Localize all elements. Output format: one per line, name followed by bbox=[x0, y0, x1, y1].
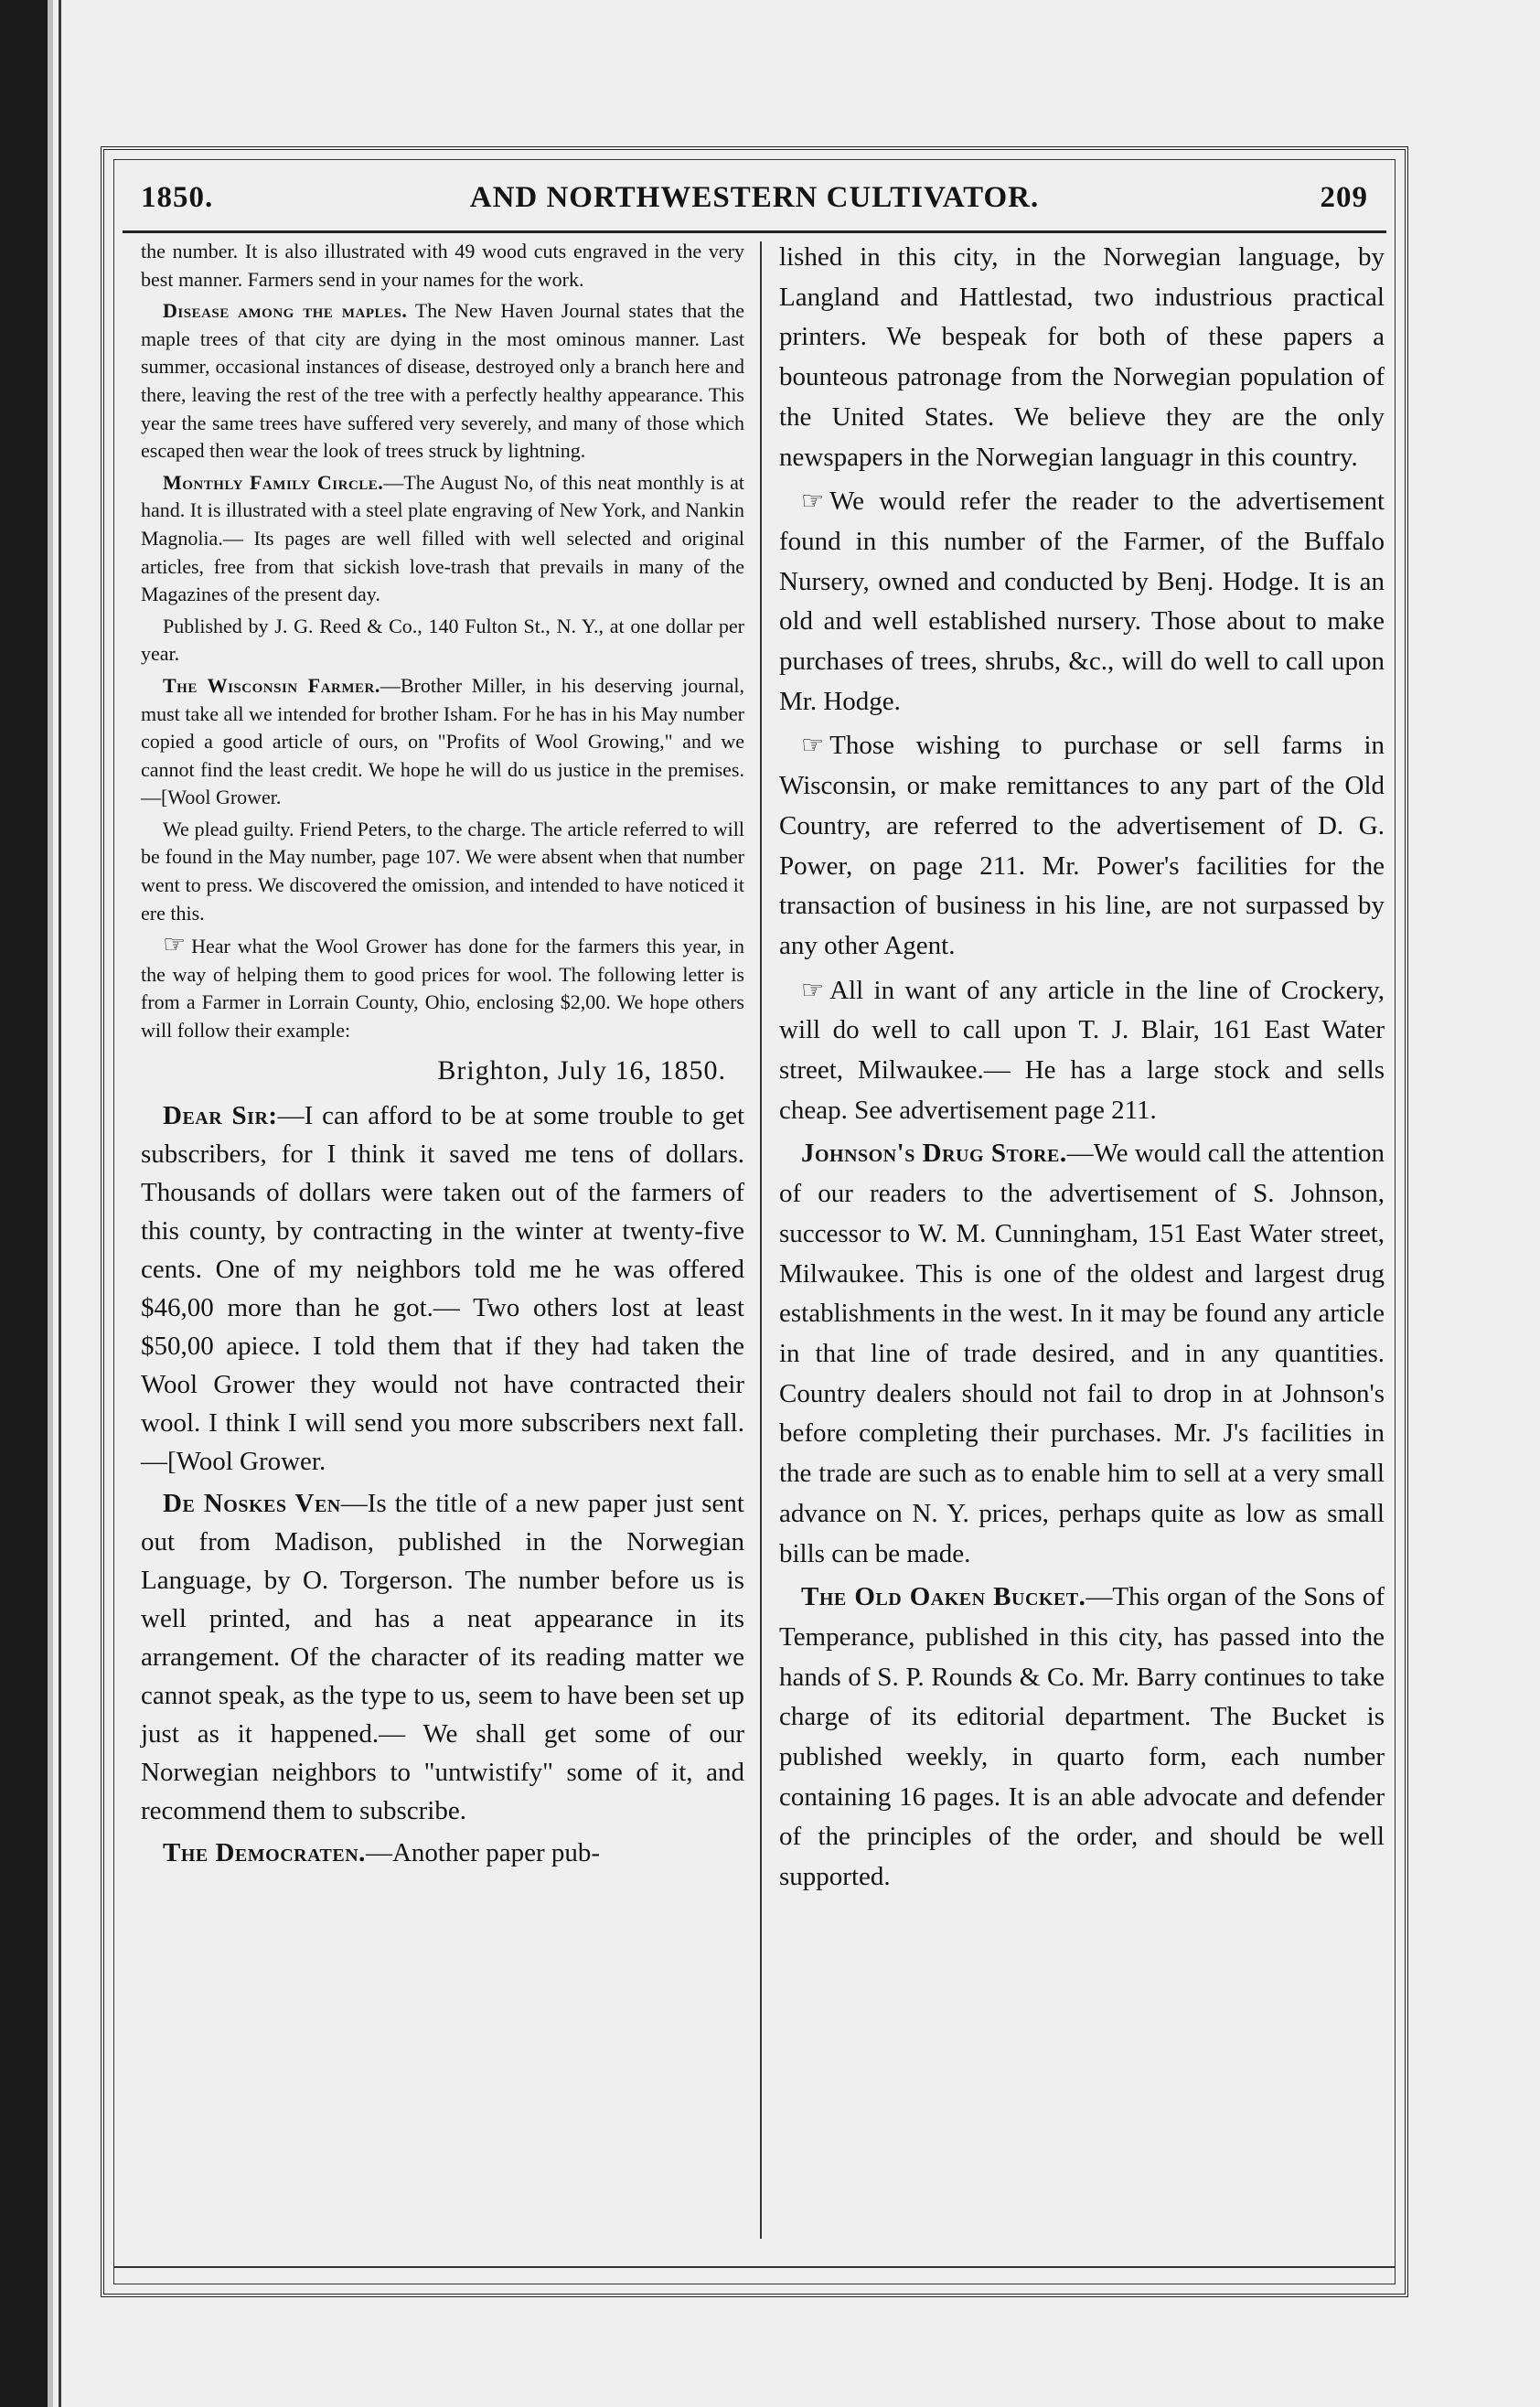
article-body: The New Haven Journal states that the maple trees of that city are dying in the most ominous manner. Last summer, occasional instances of disease, destroyed only a branch here and there, leaving the rest of the tree with a perfectly healthy appearance. This year the same trees have suffered very severely, and many of those which escaped then wear the look of trees struck by lightning. bbox=[141, 299, 745, 463]
header-rule bbox=[123, 230, 1386, 233]
article-johnsons-drug-store bbox=[779, 1134, 1385, 1574]
article-heading: De Noskes Ven bbox=[163, 1488, 341, 1518]
article-body: —Another paper pub- bbox=[365, 1837, 601, 1867]
right-column bbox=[779, 238, 1385, 1901]
article-democraten bbox=[141, 1834, 744, 1872]
article-heading: The Democraten. bbox=[163, 1837, 366, 1867]
notice-body: Hear what the Wool Grower has done for the farmers this year, in the way of helping them to good prices for wool. The following letter is from a Farmer in Lorrain County, Ohio, enclosing $2,00. We hope others will follow their example: bbox=[141, 935, 744, 1043]
article-de-noskes-ven bbox=[141, 1484, 744, 1830]
letter-dateline: Brighton, July 16, 1850. bbox=[437, 1054, 726, 1086]
notice-nursery bbox=[779, 481, 1385, 722]
article-body: —We would call the attention of our readers to the advertisement of S. Johnson, successor to W. M. Cunningham, 151 East Water street, Milwaukee. This is one of the oldest and largest drug establishments in the west. In it may be found any article in that line of trade desired, and in any quantities. Country dealers should not fail to drop in at Johnson's before completing their purchases. Mr. J's facilities in the trade are such as to enable him to sell at a very small advance on N. Y. prices, perhaps quite as low as small bills can be made. bbox=[779, 1139, 1385, 1568]
article-family-circle bbox=[141, 469, 744, 609]
letter-body bbox=[141, 1097, 744, 1481]
article-body: —This organ of the Sons of Temperance, published in this city, has passed into the hands of S. P. Rounds & Co. Mr. Barry continues to take charge of its editorial department. The Bucket is published weekly, in quarto form, each number containing 16 pages. It is an able advocate and defender of the principles of the order, and should be well supported. bbox=[779, 1582, 1385, 1892]
page-frame bbox=[101, 146, 1408, 2297]
article-body: —The August No, of this neat monthly is at hand. It is illustrated with a steel plate engraving of New York, and Nankin Magnolia.— Its pages are well filled with well selected and original articles, free from that sickish love-trash that prevails in many of the Magazines of the present day. bbox=[141, 470, 744, 606]
page-gutter-shadow bbox=[0, 0, 48, 2407]
notice-wool-grower bbox=[141, 931, 744, 1044]
notice-power bbox=[779, 725, 1385, 966]
publisher-note: Published by J. G. Reed & Co., 140 Fulton St., N. Y., at one dollar per year. bbox=[141, 614, 744, 666]
letter-text: —I can afford to be at some trouble to get subscribers, for I think it saved me tens of dollars. Thousands of dollars were taken out of the farmers of this county, by contracting in the winter at twenty-five cents. One of my neighbors told me he was offered $46,00 more than he got.— Two others lost at least $50,00 apiece. I told them that if they had taken the Wool Grower they would not have contracted their wool. I think I will send you more subscribers next fall.—[Wool Grower. bbox=[141, 1100, 745, 1476]
article-body: —Brother Miller, in his deserving journal, must take all we intended for brother Isham. For he has in his May number copied a good article of ours, on "Profits of Wool Growing," and we cannot find the least credit. We hope he will do us justice in the premises.—[Wool Grower. bbox=[141, 673, 744, 809]
article-heading: The Wisconsin Farmer. bbox=[163, 673, 380, 697]
running-header bbox=[141, 172, 1368, 221]
notice-body: All in want of any article in the line of Crockery, will do well to call upon T. J. Blair, 161 East Water street, Milwaukee.— He has a large stock and sells cheap. See advertisement page 211. bbox=[779, 975, 1385, 1125]
article-continuation: the number. It is also illustrated with 49 wood cuts engraved in the very best manner. Farmers send in your names for the work. bbox=[141, 240, 744, 291]
article-maples bbox=[141, 297, 744, 465]
pointing-hand-icon: ☞ bbox=[801, 486, 825, 517]
pointing-hand-icon: ☞ bbox=[801, 730, 825, 761]
article-heading: The Old Oaken Bucket. bbox=[801, 1582, 1086, 1612]
article-continuation: lished in this city, in the Norwegian language, by Langland and Hattlestad, two industrious practical printers. We bespeak for both of these papers a bounteous patronage from the Norwegian population of the United States. We believe they are the only newspapers in the Norwegian languagr in this country. bbox=[779, 242, 1385, 472]
article-heading: Monthly Family Circle. bbox=[163, 470, 384, 494]
pointing-hand-icon: ☞ bbox=[163, 929, 187, 960]
article-old-oaken-bucket bbox=[779, 1578, 1385, 1898]
letter-salutation: Dear Sir: bbox=[163, 1100, 278, 1130]
header-title: AND NORTHWESTERN CULTIVATOR. bbox=[469, 181, 1040, 214]
column-divider bbox=[760, 241, 762, 2239]
page-gutter-edge bbox=[48, 0, 53, 2407]
footer-rule bbox=[113, 2266, 1396, 2268]
left-column bbox=[141, 238, 744, 1876]
editor-reply: We plead guilty. Friend Peters, to the charge. The article referred to will be found in the May number, page 107. We were absent when that number went to press. We discovered the omission, and intended to have noticed it ere this. bbox=[141, 817, 744, 925]
article-body: —Is the title of a new paper just sent out from Madison, published in the Norwegian Language, by O. Torgerson. The number before us is well printed, and has a neat appearance in its arrangement. Of the character of its reading matter we cannot speak, as the type to us, seem to have been set up just as it happened.— We shall get some of our Norwegian neighbors to "untwistify" some of it, and recommend them to subscribe. bbox=[141, 1488, 744, 1825]
article-heading: Disease among the maples. bbox=[163, 299, 408, 323]
notice-body: We would refer the reader to the advertisement found in this number of the Farmer, of the Buffalo Nursery, owned and conducted by Benj. Hodge. It is an old and well established nursery. Those about to make purchases of trees, shrubs, &c., will do well to call upon Mr. Hodge. bbox=[779, 487, 1385, 716]
header-page-number: 209 bbox=[1320, 181, 1368, 214]
article-wisconsin-farmer bbox=[141, 672, 744, 812]
page-edge-rule bbox=[59, 0, 61, 2407]
header-year: 1850. bbox=[141, 181, 214, 214]
notice-crockery bbox=[779, 970, 1385, 1131]
pointing-hand-icon: ☞ bbox=[801, 974, 825, 1005]
article-heading: Johnson's Drug Store. bbox=[801, 1139, 1067, 1169]
notice-body: Those wishing to purchase or sell farms in Wisconsin, or make remittances to any part of the Old Country, are referred to the advertisement of D. G. Power, on page 211. Mr. Power's facilities for the transaction of business in his line, are not surpassed by any other Agent. bbox=[779, 731, 1385, 960]
